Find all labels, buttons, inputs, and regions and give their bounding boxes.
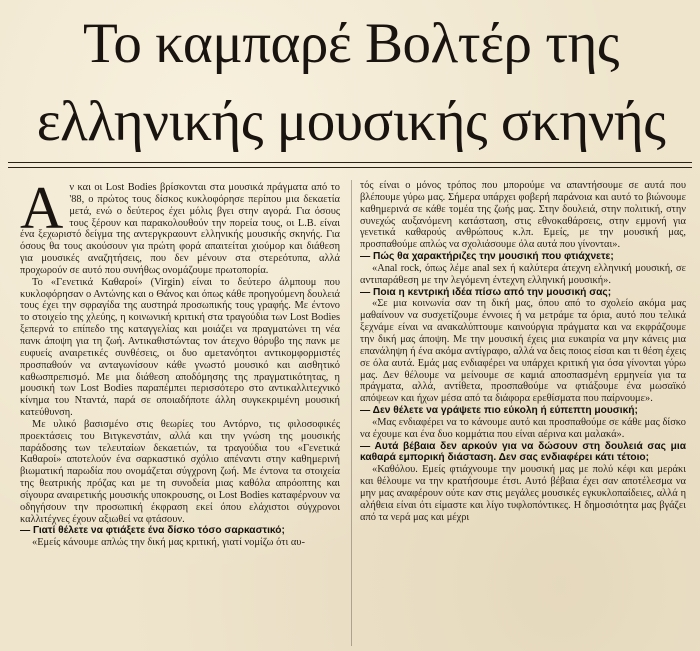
interview-question: — Δεν θέλετε να γράψετε πιο εύκολη ή εύπεπτη μουσική;: [360, 405, 638, 417]
interview-question: — Πώς θα χαρακτήριζες την μουσική που φτιάχνετε;: [360, 251, 614, 263]
interview-question: — Γιατί θέλετε να φτιάξετε ένα δίσκο τόσο σαρκαστικό;: [20, 525, 285, 537]
interview-question: — Ποια η κεντρική ιδέα πίσω από την μουσική σας;: [360, 286, 612, 298]
headline-rule-bottom: [8, 167, 692, 168]
article-column-left: [20, 175, 340, 549]
interview-answer: «Anal rock, όπως λέμε anal sex ή καλύτερα άτεχνη ελληνική μουσική, σε αντιπαράθεση με την λεγόμενη έντεχνη ελληνική μουσική».: [360, 262, 686, 286]
headline-rule-top: [8, 162, 692, 163]
interview-question: — Αυτά βέβαια δεν αρκούν για να δώσουν στη δουλειά σας μια καθαρά εμπορική διάσταση. Δεν σας ενδιαφέρει κάτι τέτοιο;: [360, 440, 686, 464]
interview-answer: «Μας ενδιαφέρει να το κάνουμε αυτό και προσπαθούμε σε κάθε μας δίσκο να έχουμε και ένα δυο κομμάτια που είναι αέρινα και μαλακά».: [360, 416, 686, 440]
article-column-right: [360, 180, 686, 523]
column-divider: [351, 180, 352, 646]
interview-answer-continued: τός είναι ο μόνος τρόπος που μπορούμε να απαντήσουμε σε αυτά που βλέπουμε γύρω μας. Σήμερα υπάρχει φοβερή παράνοια και αυτό το βιώνουμε καθημερινά σε κάθε τομέα της ζωής μας. Στην δουλειά, στην πολιτική, στην συνεχώς αυξανόμενη κατάσταση, στις εθνοκαθάρσεις, στην εμμονή για γενετικά καθαρούς ανθρώπους κ.λπ. Εμείς, με την μουσική μας, προσπαθούμε απλώς να σχολιάσουμε όλα αυτά που γίνονται».: [360, 180, 686, 251]
headline-line-2: ελληνικής μουσικής σκηνής: [36, 90, 666, 153]
headline-line-1: Το καμπαρέ Βολτέρ της: [82, 12, 620, 75]
body-paragraph-influences: Με υλικό βασισμένο στις θεωρίες του Αντόρνο, τις φιλοσοφικές προεκτάσεις του Βιτγκενστάιν, αλλά και την γνώση της μουσικής παράδοσης των τελευταίων δεκαετιών, τα τραγούδια του «Γενετικά Καθαροί» αποτελούν ένα σαρκαστικό σχόλιο απέναντι στην καθημερινή βιωματική παρωδία που ονομάζεται σύγχρονη ζωή. Με έντονα τα στοιχεία της θεατρικής πρόζας και με τη συνοδεία μιας καθόλα απρόοπτης και σίγουρα αναιρετικής μουσικής υποκρουσης, οι Lost Bodies καταφέρνουν να οδηγήσουν την προσωπική έκφραση εκεί όπου ελάχιστοι σύγχρονοι καλλιτέχνες έχουν αξιωθεί να φτάσουν.: [20, 418, 340, 525]
interview-answer: «Καθόλου. Εμείς φτιάχνουμε την μουσική μας με πολύ κέφι και μεράκι και θέλουμε να την κρατήσουμε έτσι. Αυτό βέβαια έχει σαν αποτέλεσμα να μην μας αναφέρουν ούτε καν στις μεγάλες μουσικές εγκυκλοπαίδειες, αλλά η αλήθεια είναι ότι είμαστε και λίγο τυφλοπόντικες. Η δημοσιότητα μας βγάζει από τα νερά μας και μέχρι: [360, 464, 686, 523]
drop-cap: Α: [20, 175, 64, 241]
body-paragraph-album: Το «Γενετικά Καθαροί» (Virgin) είναι το δεύτερο άλμπουμ που κυκλοφόρησαν ο Αντώνης και ο Θάνος και όπως κάθε προηγούμενη δουλειά τους έχει την σφραγίδα της αυστηρά προσωπικής τους γραφής. Με έντονο το στοιχείο της χλεύης, η κοινωνική κριτική στα τραγούδια των Lost Bodies ξεπερνά το επίπεδο της καταγγελίας και μοιάζει να πραγματώνει τη νέα πανκ άποψη για τη ζωή. Αντικαθιστώντας τον άτεχνο θόρυβο της πανκ με ευφυείς αναιρετικές συνθέσεις, οι δυο αμετανόητοι αντικομφορμιστές προσπαθούν να ανταγωνίσουν κάθε γνωστό μουσικό και αισθητικό καθωσπρεπισμό. Με μια διάθεση αποδόμησης της πραγματικότητας, η μουσική των Lost Bodies παραπέμπει περισσότερο στο αντικαλλιτεχνικό κίνημα του Νταντά, παρά σε οποιαδήποτε άλλη συγκεκριμένη μουσική κατεύθυνση.: [20, 276, 340, 419]
intro-paragraph-text: ν και οι Lost Bodies βρίσκονται στα μουσικά πράγματα από το '88, ο πρώτος τους δίσκος κυκλοφόρησε περίπου μια δεκαετία μετά, ενώ ο δεύτερος έχει μόλις βγει στην αγορά. Για όσους τους ξέρουν και παρακολουθούν την πορεία τους, οι L.B. είναι ένα ξεχωριστό δείγμα της αντεργκραουντ ελληνικής μουσικής σκηνής. Για όσους θα τους ακούσουν για πρώτη φορά απαιτείται χιούμορ και διάθεση για μουσικές αναζητήσεις, που δεν μένουν στα στερεότυπα, αλλά προχωρούν σε αυτό που συνήθως ονομάζουμε πρωτοπορία.: [20, 182, 340, 276]
interview-answer: «Εμείς κάνουμε απλώς την δική μας κριτική, γιατί νομίζω ότι αυ-: [32, 537, 305, 549]
interview-answer: «Σε μια κοινωνία σαν τη δική μας, όπου από το σχολείο ακόμα μας μαθαίνουν να συσχετίζουμε έννοιες ή να μετράμε τα όρια, αυτό που τελικά ξεχνάμε είναι να ανακαλύπτουμε καινούργια πράγματα και να εκφράζουμε την δική μας άποψη. Με την μουσική έχεις μια ευκαιρία να μην κάνεις μια επανάληψη ή ένα ακόμα αντίγραφο, αλλά να δεις ποιος είσαι και τι θέση έχεις σε όλα αυτά. Εμάς μας ενδιαφέρει να υπάρχει κριτική για όσα γίνονται γύρω μας. Δεν θέλουμε να μείνουμε σε καμιά αποσπασμένη ερμηνεία για τα πράγματα, αλλά, αντίθετα, προσπαθούμε να φτιάξουμε ένα μωσαϊκό απόψεων και ήχων μέσα από τα διάφορα ερεθίσματα που παίρνουμε».: [360, 298, 686, 405]
intro-paragraph: [20, 175, 340, 277]
